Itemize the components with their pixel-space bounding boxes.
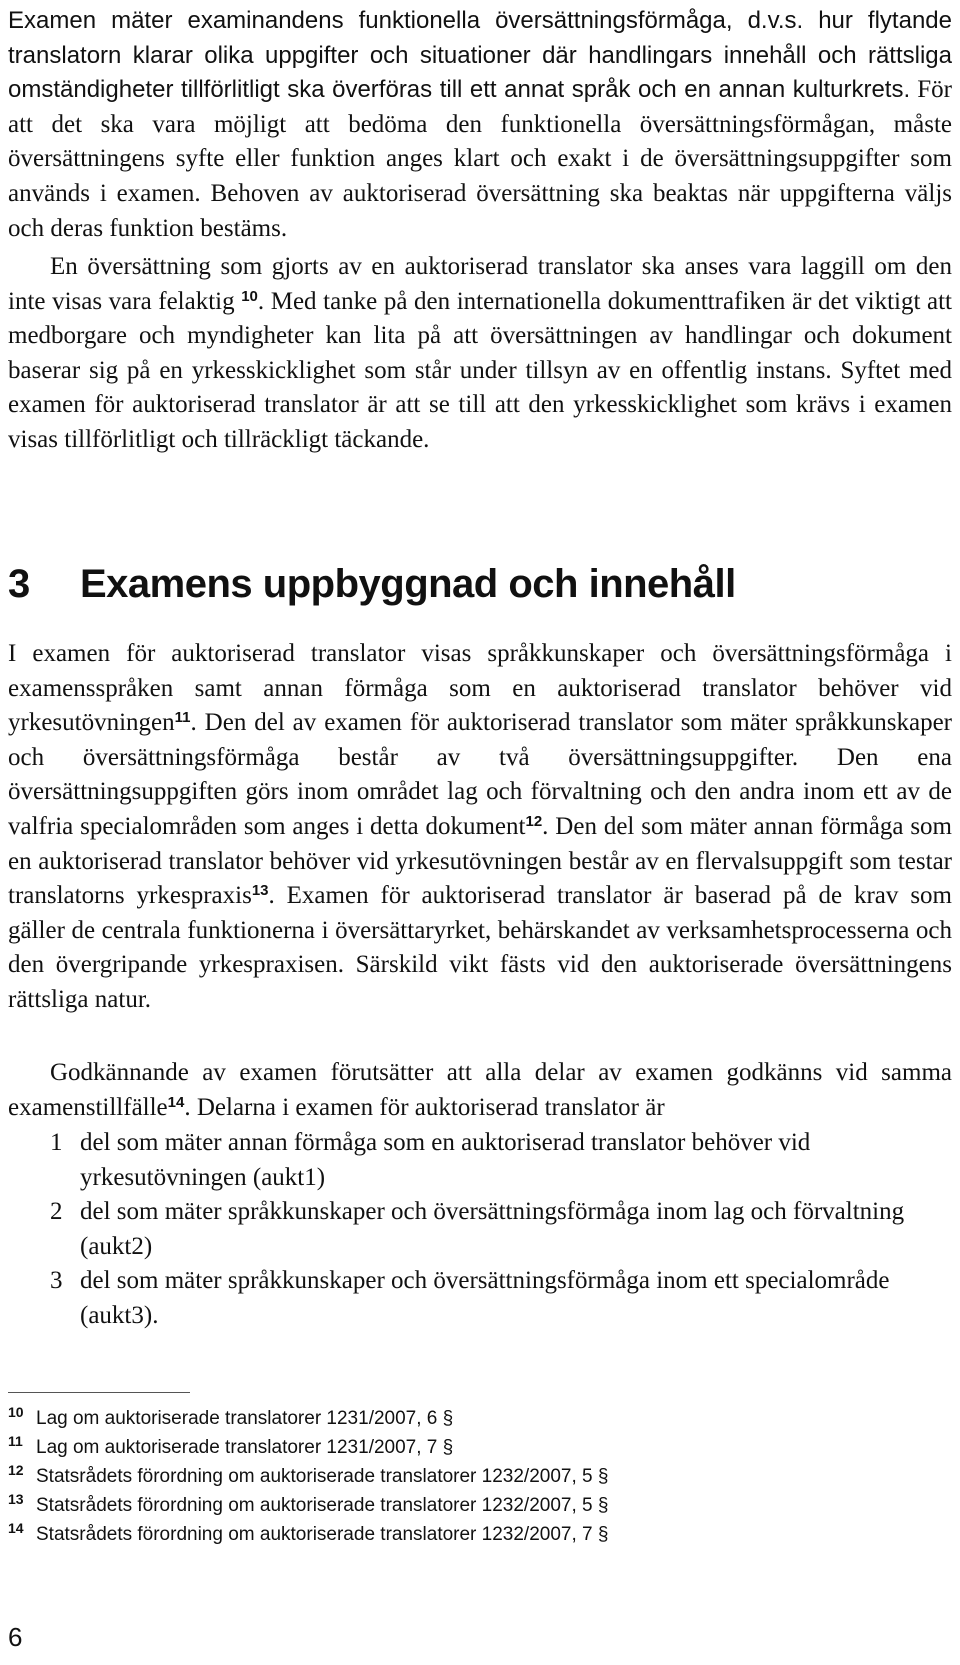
exam-parts-list [8,1126,952,1334]
section-title: Examens uppbyggnad och innehåll [80,562,736,606]
footnote [8,1491,608,1520]
footnote [8,1433,608,1462]
footnote-text: Lag om auktoriserade translatorer 1231/2007, 7 § [36,1437,454,1458]
footnote [8,1520,608,1549]
section-heading [8,560,736,608]
paragraph-text: Godkännande av examen förutsätter att alla delar av examen godkänns vid samma examenstillfälle [8,1059,952,1121]
paragraph-text: . Examen för auktoriserad translator är baserad på de krav som gäller de centrala funktionerna i översättaryrket, behärskandet av verksamhetsprocesserna och den övergripande yrkespraxisen. Särskild vikt fästs vid den auktoriserade översättningens rättsliga natur. [8,882,952,1013]
footnote-text: Lag om auktoriserade translatorer 1231/2007, 6 § [36,1408,454,1429]
paragraph-text: . Den del av examen för auktoriserad translator som mäter språkkunskaper och översättningsförmåga består av två översättningsuppgifter. Den ena översättningsuppgiften görs inom området lag och förvaltning och den andra inom ett av de valfria specialområden som anges i detta dokument [8,709,952,840]
footnote-text: Statsrådets förordning om auktoriserade translatorer 1232/2007, 5 § [36,1466,609,1487]
footnote-number: 13 [8,1491,24,1507]
list-item [8,1126,952,1195]
footnote-number: 12 [8,1462,24,1478]
list-item-number: 1 [50,1129,63,1156]
list-item [8,1264,952,1333]
paragraph-text: . Med tanke på den internationella dokumenttrafiken är det viktigt att medborgare och myndigheter kan lita på att översättningen av handlingar och dokument baserar sig på en yrkesskicklighet som står under tillsyn av en offentlig instans. Syftet med examen för auktoriserad translator är att se till att den yrkesskicklighet som krävs i examen visas tillförlitligt och tillräckligt täckande. [8,287,952,453]
footnote-reference: 13 [251,882,269,900]
list-item [8,1195,952,1264]
footnote-number: 14 [8,1520,24,1536]
footnotes [8,1404,608,1549]
paragraph-text: För att det ska vara möjligt att bedöma den funktionella översättningsförmågan, måste översättningens syfte eller funktion anges klart och exakt i de översättningsuppgifter som används i examen. Behoven av auktoriserad översättning ska beaktas när uppgifterna väljs och deras funktion bestäms. [8,76,952,242]
footnote-reference: 14 [167,1093,185,1111]
section-number: 3 [8,562,30,606]
list-item-number: 3 [50,1267,63,1295]
paragraph-legal-validity [8,250,952,458]
paragraph-text: En översättning som gjorts av en auktoriserad translator ska anses vara laggill om den inte visas vara felaktig [8,253,952,315]
footnote-reference: 12 [525,812,543,830]
footnote [8,1462,608,1491]
list-item-text: del som mäter annan förmåga som en auktoriserad translator behöver vid yrkesutövningen (aukt1) [80,1129,811,1191]
footnote-number: 10 [8,1404,24,1420]
footnote-divider [8,1392,190,1393]
footnote-text: Statsrådets förordning om auktoriserade translatorer 1232/2007, 7 § [36,1524,609,1545]
page-number: 6 [8,1622,23,1652]
paragraph-text: I examen för auktoriserad translator visas språkkunskaper och översättningsförmåga i examensspråken samt annan förmåga som en auktoriserad translator behöver vid yrkesutövningen [8,640,952,737]
paragraph-text: Examen mäter examinandens funktionella översättningsförmåga, d.v.s. hur flytande translatorn klarar olika uppgifter och situationer där handlingars innehåll och rättsliga omständigheter tillförlitligt ska överföras till ett annat språk och en annan kulturkrets. [8,7,952,104]
paragraph-text: . Delarna i examen för auktoriserad translator är [184,1093,665,1121]
paragraph-text: . Den del som mäter annan förmåga som en auktoriserad translator behöver vid yrkesutövningen består av en flervalsuppgift som testar translatorns yrkespraxis [8,812,952,910]
paragraph-exam-structure [8,637,952,1018]
list-item-number: 2 [50,1198,63,1226]
paragraph-exam-purpose [8,4,952,246]
footnote [8,1404,608,1433]
list-item-text: del som mäter språkkunskaper och översättningsförmåga inom ett specialområde (aukt3). [80,1267,890,1329]
list-item-text: del som mäter språkkunskaper och översättningsförmåga inom lag och förvaltning (aukt2) [80,1198,905,1260]
footnote-reference: 11 [174,709,191,727]
footnote-number: 11 [8,1433,23,1449]
paragraph-approval [8,1056,952,1125]
footnote-reference: 10 [241,287,258,305]
footnote-text: Statsrådets förordning om auktoriserade translatorer 1232/2007, 5 § [36,1495,609,1516]
